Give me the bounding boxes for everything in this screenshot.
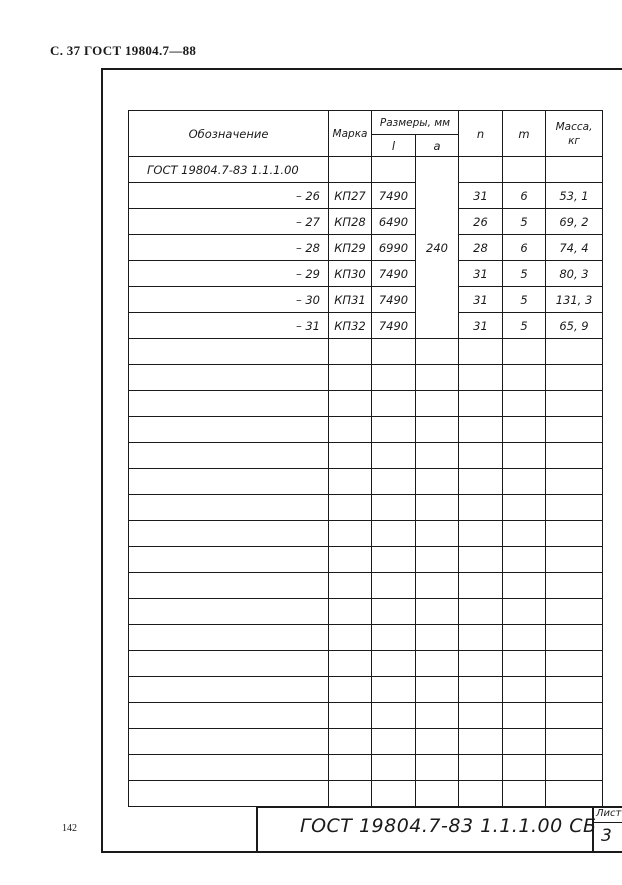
table-row: – 26 КП27 7490 31 6 53, 1 <box>129 183 603 209</box>
header-a: a <box>416 135 459 157</box>
empty-row <box>129 417 603 443</box>
empty-row <box>129 339 603 365</box>
empty-row <box>129 729 603 755</box>
sheet-number: 3 <box>601 826 612 846</box>
empty-row <box>129 365 603 391</box>
group-title: ГОСТ 19804.7-83 1.1.1.00 <box>129 157 329 183</box>
empty-row <box>129 625 603 651</box>
sheet-divider <box>592 822 622 823</box>
header-l: l <box>372 135 416 157</box>
empty-row <box>129 573 603 599</box>
empty-row <box>129 781 603 807</box>
table-row: – 30 КП31 7490 31 5 131, 3 <box>129 287 603 313</box>
empty-row <box>129 391 603 417</box>
empty-row <box>129 651 603 677</box>
header-mass: Масса, кг <box>546 111 603 157</box>
empty-row <box>129 703 603 729</box>
empty-row <box>129 547 603 573</box>
empty-row <box>129 677 603 703</box>
table-row: – 28 КП29 6990 28 6 74, 4 <box>129 235 603 261</box>
empty-row <box>129 469 603 495</box>
empty-row <box>129 521 603 547</box>
merged-a-value: 240 <box>416 157 459 339</box>
page-number: 142 <box>62 823 77 834</box>
table-row: – 29 КП30 7490 31 5 80, 3 <box>129 261 603 287</box>
header-designation: Обозначение <box>129 111 329 157</box>
header-m: m <box>503 111 546 157</box>
table-row: – 27 КП28 6490 26 5 69, 2 <box>129 209 603 235</box>
empty-row <box>129 443 603 469</box>
header-sizes: Размеры, мм <box>372 111 459 135</box>
empty-row <box>129 599 603 625</box>
specification-table <box>128 110 603 807</box>
empty-row <box>129 495 603 521</box>
sheet-label: Лист <box>596 808 622 819</box>
header-mark: Марка <box>329 111 372 157</box>
title-block-code: ГОСТ 19804.7-83 1.1.1.00 СБ <box>300 815 597 837</box>
empty-row <box>129 755 603 781</box>
page-header: С. 37 ГОСТ 19804.7—88 <box>50 43 197 58</box>
header-n: n <box>459 111 503 157</box>
table-row: – 31 КП32 7490 31 5 65, 9 <box>129 313 603 339</box>
